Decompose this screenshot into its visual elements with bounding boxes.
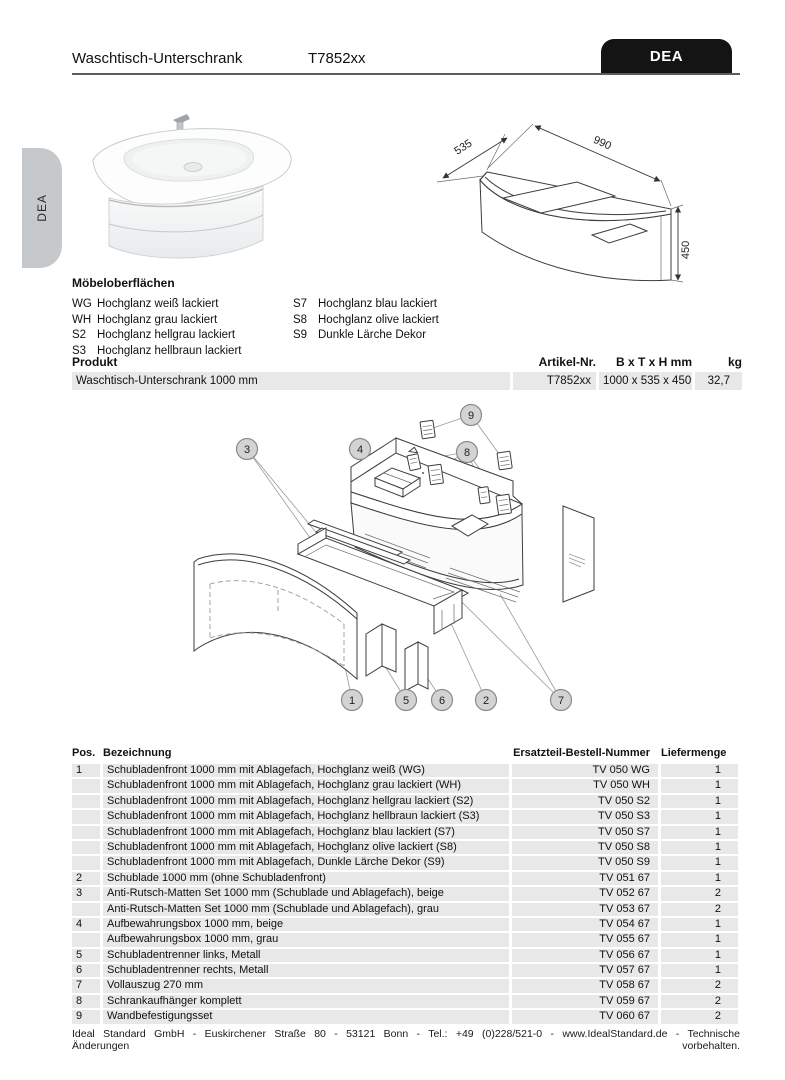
- cell-num: TV 052 67: [512, 887, 658, 900]
- cell-qty: 1: [661, 810, 738, 823]
- surface-item: S3 Hochglanz hellbraun lackiert: [72, 344, 242, 357]
- cell-pos: 6: [72, 964, 100, 977]
- exploded-diagram: [120, 396, 750, 726]
- cell-num: TV 058 67: [512, 979, 658, 992]
- table-row: [72, 856, 738, 869]
- cell-pos: 7: [72, 979, 100, 992]
- col-bezeichnung: Bezeichnung: [103, 747, 172, 759]
- cell-pos: [72, 856, 100, 869]
- parts-table-body: [72, 764, 738, 1024]
- cell-num: TV 053 67: [512, 903, 658, 916]
- cell-num: TV 050 WG: [512, 764, 658, 777]
- cell-size: 1000 x 535 x 450: [599, 372, 692, 390]
- product-table: [72, 354, 742, 390]
- cell-pos: [72, 779, 100, 792]
- cell-pos: 4: [72, 918, 100, 931]
- footer-address: Ideal Standard GmbH - Euskirchener Straße 80 - 53121 Bonn - Tel.: +49 (0)228/521-0 - www.IdealStandard.de - Technische Änderungen vorbehalten.: [72, 1028, 740, 1052]
- callout-7: [551, 690, 572, 711]
- cell-pos: [72, 933, 100, 946]
- cell-desc: Schubladenfront 1000 mm mit Ablagefach, Hochglanz weiß (WG): [103, 764, 509, 777]
- table-row: [72, 779, 738, 792]
- product-table-header: [72, 354, 742, 370]
- cell-desc: Schrankaufhänger komplett: [103, 995, 509, 1008]
- surface-item: S8 Hochglanz olive lackiert: [293, 313, 439, 326]
- dimension-depth: 535: [452, 137, 475, 158]
- surface-item: WH Hochglanz grau lackiert: [72, 313, 218, 326]
- cell-desc: Schubladenfront 1000 mm mit Ablagefach, Hochglanz blau lackiert (S7): [103, 826, 509, 839]
- product-photo-washbasin: [85, 112, 315, 267]
- series-badge: DEA: [601, 39, 732, 73]
- cell-desc: Schubladentrenner rechts, Metall: [103, 964, 509, 977]
- cell-num: TV 056 67: [512, 949, 658, 962]
- table-row: [72, 949, 738, 962]
- cell-desc: Schubladentrenner links, Metall: [103, 949, 509, 962]
- col-kg: kg: [727, 355, 742, 369]
- surface-item: S9 Dunkle Lärche Dekor: [293, 329, 427, 341]
- cabinet-hanger: [496, 494, 512, 515]
- cell-qty: 2: [661, 995, 738, 1008]
- parts-table-header: [72, 746, 738, 761]
- svg-text:1: 1: [348, 695, 356, 707]
- svg-text:7: 7: [557, 695, 565, 707]
- cell-desc: Schubladenfront 1000 mm mit Ablagefach, Hochglanz olive lackiert (S8): [103, 841, 509, 854]
- divider-left: [366, 624, 396, 676]
- cell-num: TV 054 67: [512, 918, 658, 931]
- cell-pos: 8: [72, 995, 100, 1008]
- back-panel: [563, 506, 594, 602]
- cell-qty: 2: [661, 979, 738, 992]
- wall-bracket: [497, 451, 512, 470]
- surfaces-heading: Möbeloberflächen: [72, 276, 175, 290]
- cell-num: TV 050 WH: [512, 779, 658, 792]
- col-size: B x T x H mm: [615, 355, 692, 369]
- cell-produkt: Waschtisch-Unterschrank 1000 mm: [72, 372, 510, 390]
- cell-qty: 1: [661, 949, 738, 962]
- surface-item: S7 Hochglanz blau lackiert: [293, 298, 437, 310]
- callout-3: [237, 439, 258, 460]
- col-pos: Pos.: [72, 747, 96, 759]
- cell-pos: 9: [72, 1010, 100, 1023]
- table-row: [72, 1010, 738, 1023]
- cabinet-hanger: [478, 487, 490, 504]
- cell-qty: 1: [661, 856, 738, 869]
- page-title: Waschtisch-Unterschrank: [72, 50, 243, 67]
- table-row: [72, 826, 738, 839]
- cell-num: TV 050 S9: [512, 856, 658, 869]
- svg-text:8: 8: [463, 447, 471, 459]
- cell-pos: 1: [72, 764, 100, 777]
- side-series-tab: [22, 148, 62, 268]
- cell-desc: Vollauszug 270 mm: [103, 979, 509, 992]
- table-row: [72, 795, 738, 808]
- cell-qty: 2: [661, 887, 738, 900]
- svg-text:5: 5: [402, 695, 410, 707]
- divider-right: [405, 642, 428, 691]
- col-produkt: Produkt: [72, 355, 118, 369]
- cell-kg: 32,7: [695, 372, 742, 390]
- table-row: [72, 810, 738, 823]
- cell-desc: Aufbewahrungsbox 1000 mm, beige: [103, 918, 509, 931]
- cell-pos: 3: [72, 887, 100, 900]
- cell-qty: 1: [661, 933, 738, 946]
- table-row: [72, 764, 738, 777]
- table-row: [72, 979, 738, 992]
- cell-num: TV 057 67: [512, 964, 658, 977]
- table-row: [72, 918, 738, 931]
- svg-text:3: 3: [243, 444, 251, 456]
- callout-1: [342, 690, 363, 711]
- cell-qty: 1: [661, 872, 738, 885]
- cell-desc: Schublade 1000 mm (ohne Schubladenfront): [103, 872, 509, 885]
- cell-num: TV 050 S7: [512, 826, 658, 839]
- cell-qty: 1: [661, 826, 738, 839]
- cell-desc: Aufbewahrungsbox 1000 mm, grau: [103, 933, 509, 946]
- cell-qty: 2: [661, 903, 738, 916]
- svg-text:2: 2: [482, 695, 490, 707]
- cell-num: TV 051 67: [512, 872, 658, 885]
- surfaces-column-left: [72, 297, 241, 359]
- table-row: [72, 903, 738, 916]
- table-row: [72, 872, 738, 885]
- dimension-width: 990: [591, 134, 614, 153]
- cell-qty: 1: [661, 795, 738, 808]
- cell-qty: 1: [661, 779, 738, 792]
- svg-text:9: 9: [467, 410, 475, 422]
- table-row: [72, 841, 738, 854]
- cell-pos: [72, 826, 100, 839]
- article-number: T7852xx: [308, 50, 366, 67]
- table-row: [72, 933, 738, 946]
- col-bestell-nummer: Ersatzteil-Bestell-Nummer: [513, 747, 650, 759]
- cell-pos: 2: [72, 872, 100, 885]
- cell-pos: 5: [72, 949, 100, 962]
- callout-9: [461, 405, 482, 426]
- cell-qty: 1: [661, 764, 738, 777]
- cell-num: TV 050 S2: [512, 795, 658, 808]
- callout-4: [350, 439, 371, 460]
- cell-artikel: T7852xx: [513, 372, 596, 390]
- table-row: [72, 964, 738, 977]
- cell-pos: [72, 795, 100, 808]
- parts-table: [72, 746, 738, 1026]
- surface-item: S2 Hochglanz hellgrau lackiert: [72, 329, 236, 341]
- cell-num: TV 050 S8: [512, 841, 658, 854]
- callout-2: [476, 690, 497, 711]
- cell-desc: Wandbefestigungsset: [103, 1010, 509, 1023]
- cell-desc: Anti-Rutsch-Matten Set 1000 mm (Schublade und Ablagefach), beige: [103, 887, 509, 900]
- surfaces-column-right: [293, 297, 439, 344]
- cell-num: TV 055 67: [512, 933, 658, 946]
- surface-item: WG Hochglanz weiß lackiert: [72, 298, 219, 310]
- dimension-drawing: [425, 110, 743, 295]
- cell-pos: [72, 841, 100, 854]
- faucet-icon: [173, 114, 190, 131]
- table-row: [72, 887, 738, 900]
- svg-text:6: 6: [438, 695, 446, 707]
- cell-qty: 1: [661, 964, 738, 977]
- cell-desc: Schubladenfront 1000 mm mit Ablagefach, Hochglanz hellbraun lackiert (S3): [103, 810, 509, 823]
- cell-num: TV 060 67: [512, 1010, 658, 1023]
- surfaces-section: [72, 276, 632, 357]
- cell-qty: 1: [661, 918, 738, 931]
- cell-pos: [72, 903, 100, 916]
- callout-5: [396, 690, 417, 711]
- cell-desc: Schubladenfront 1000 mm mit Ablagefach, Hochglanz grau lackiert (WH): [103, 779, 509, 792]
- table-row: [72, 995, 738, 1008]
- callout-8: [457, 442, 478, 463]
- cell-qty: 1: [661, 841, 738, 854]
- cell-pos: [72, 810, 100, 823]
- svg-text:4: 4: [356, 444, 364, 456]
- drawer-front-panel: [194, 554, 357, 679]
- cell-qty: 2: [661, 1010, 738, 1023]
- wall-bracket: [420, 420, 435, 439]
- cell-desc: Schubladenfront 1000 mm mit Ablagefach, Dunkle Lärche Dekor (S9): [103, 856, 509, 869]
- col-liefermenge: Liefermenge: [661, 747, 727, 759]
- col-artikel: Artikel-Nr.: [538, 355, 596, 369]
- cell-num: TV 059 67: [512, 995, 658, 1008]
- cell-num: TV 050 S3: [512, 810, 658, 823]
- cell-desc: Schubladenfront 1000 mm mit Ablagefach, Hochglanz hellgrau lackiert (S2): [103, 795, 509, 808]
- cabinet-hanger: [428, 464, 444, 485]
- cell-desc: Anti-Rutsch-Matten Set 1000 mm (Schublade und Ablagefach), grau: [103, 903, 509, 916]
- product-row: [72, 372, 742, 390]
- header-divider: [72, 73, 740, 75]
- dimension-height: 450: [680, 240, 692, 260]
- side-series-tab-label: DEA: [35, 194, 49, 222]
- callout-6: [432, 690, 453, 711]
- cabinet-outline: [480, 172, 671, 281]
